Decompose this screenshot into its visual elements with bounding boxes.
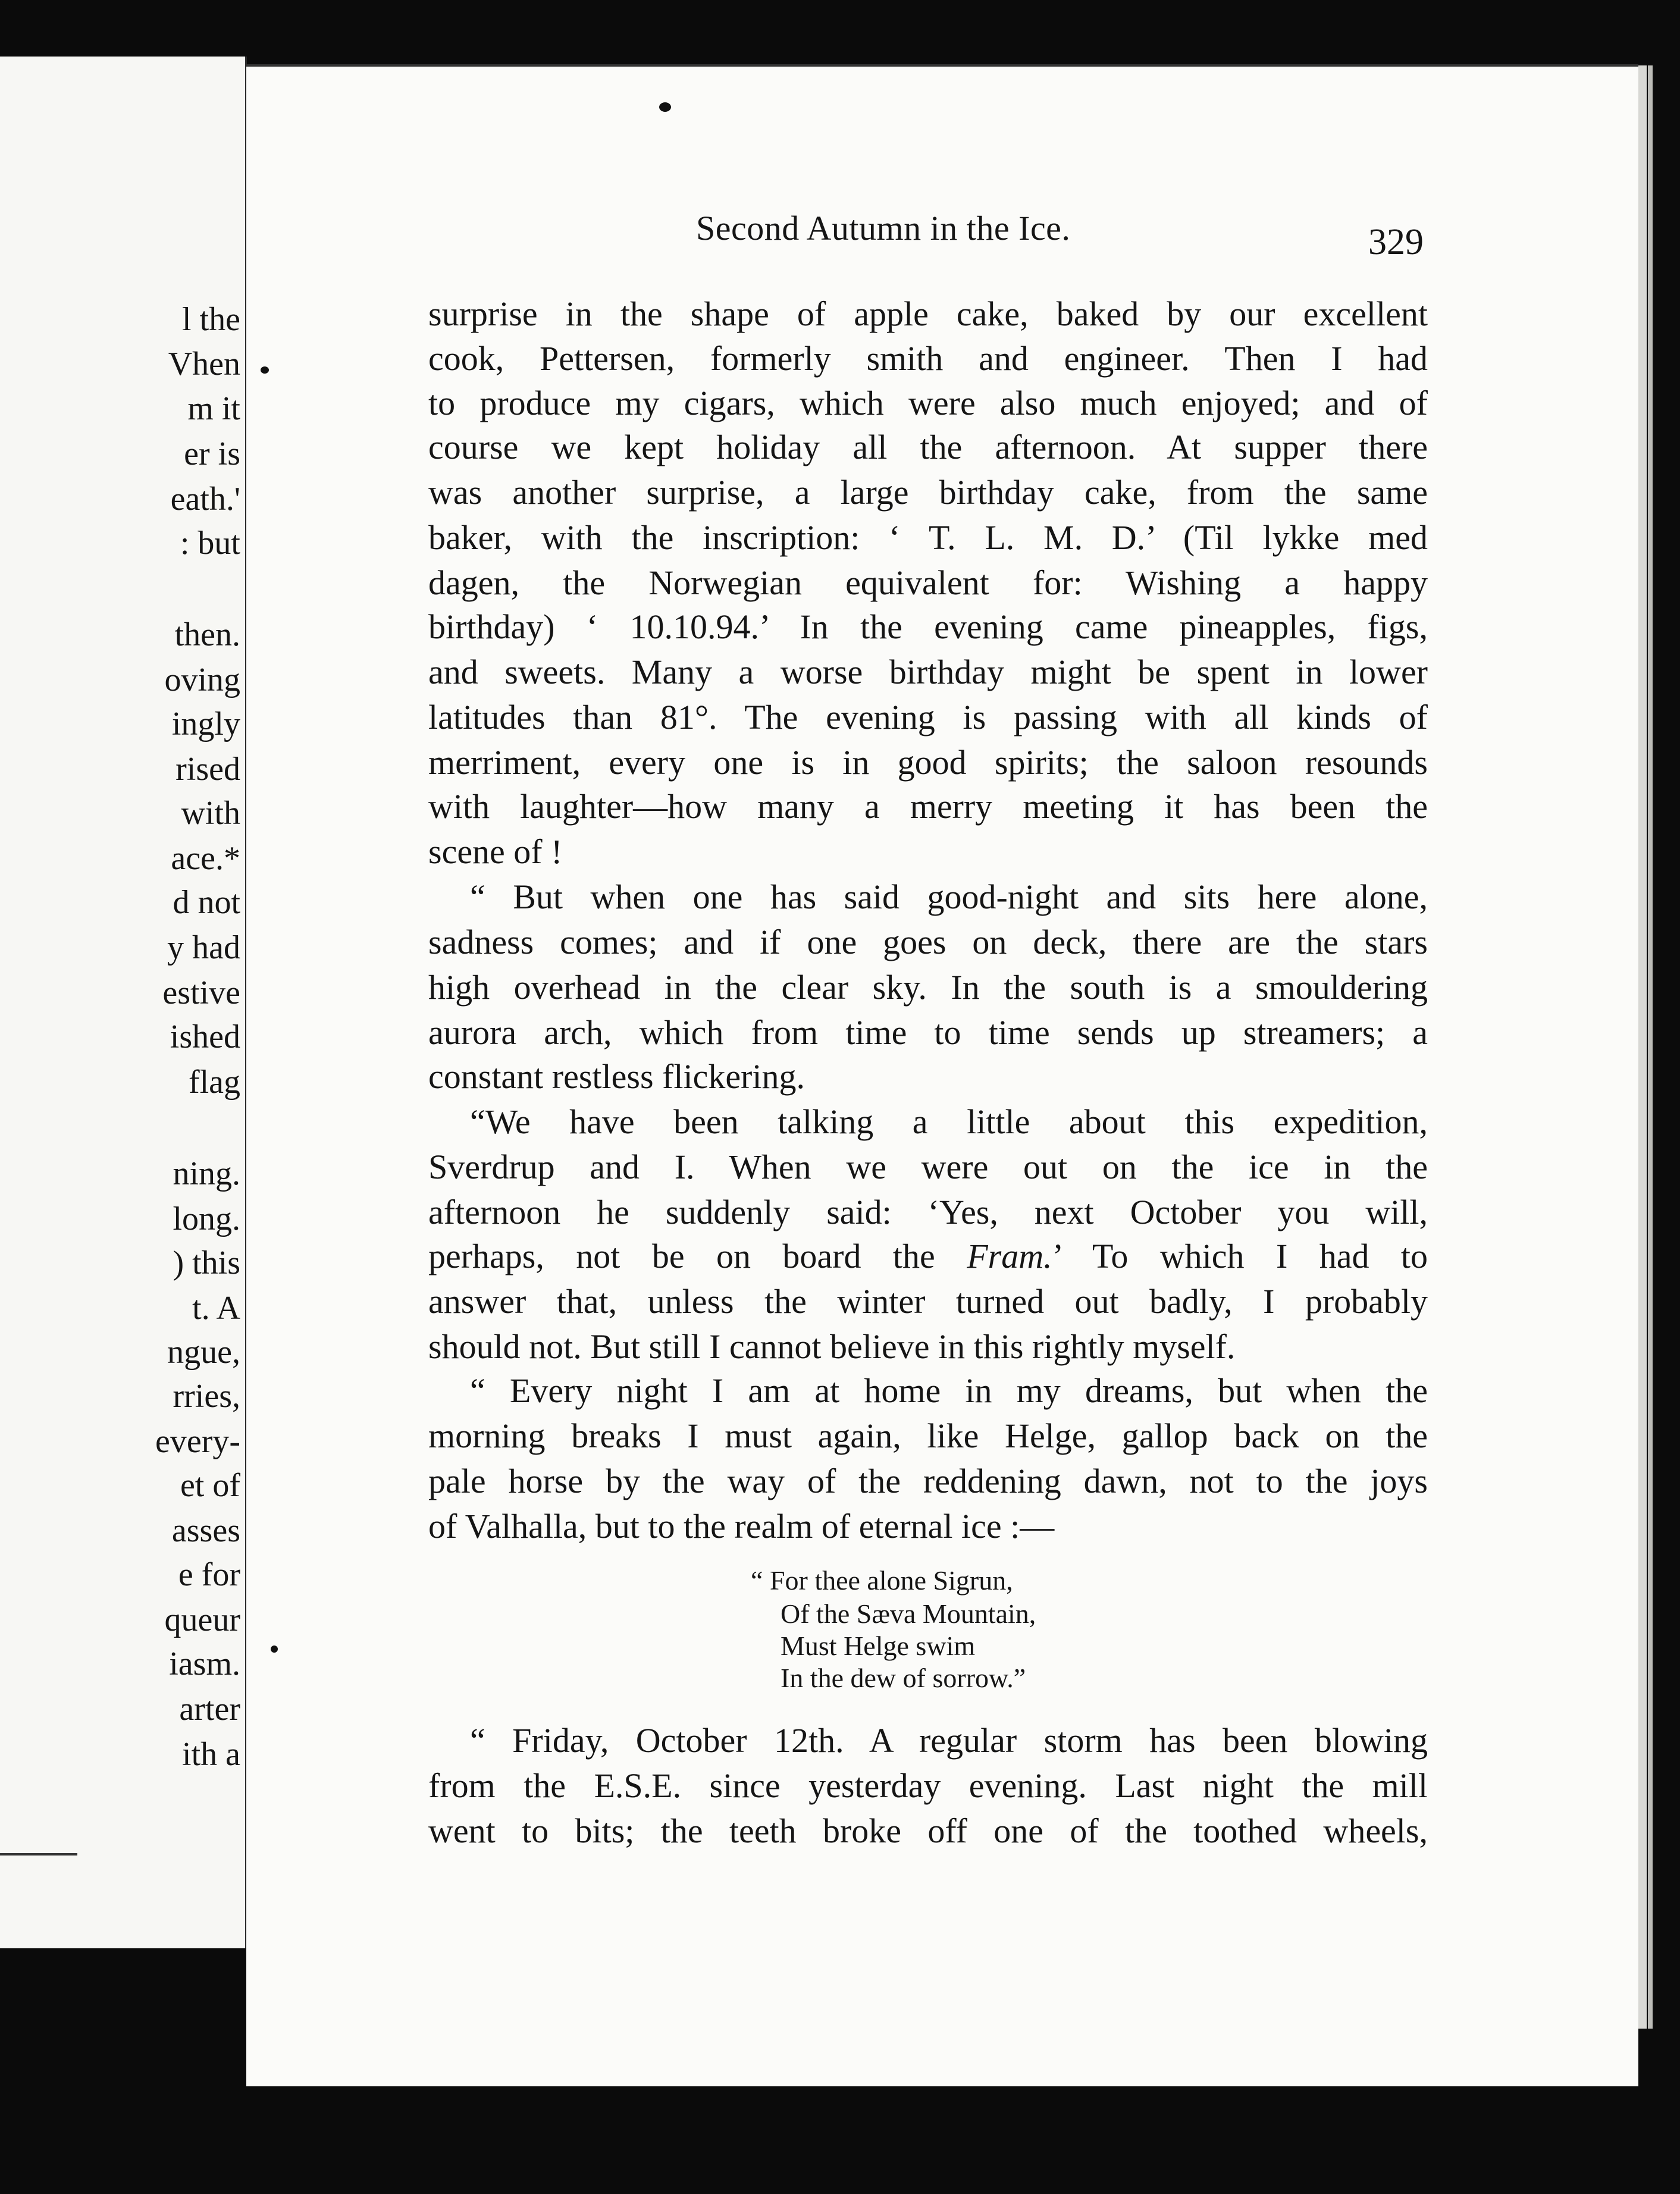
left-page-line: queur xyxy=(164,1601,240,1638)
left-page-line: Vhen xyxy=(168,346,240,383)
left-page-line: oving xyxy=(164,662,240,698)
left-page-line: ning. xyxy=(173,1155,240,1192)
ship-name: Fram. xyxy=(967,1237,1052,1275)
body-line: of Valhalla, but to the realm of eternal ice :— xyxy=(428,1507,1055,1546)
body-line: cook, Pettersen, formerly smith and engineer. Then I had xyxy=(428,339,1428,378)
left-page-line: ished xyxy=(170,1018,240,1055)
body-line: scene of ! xyxy=(428,832,563,871)
left-page-line: rised xyxy=(175,751,240,788)
left-page-line: ngue, xyxy=(167,1334,240,1371)
left-page-line: then. xyxy=(174,616,240,653)
left-page-line: m it xyxy=(187,390,240,427)
left-page-line: ingly xyxy=(171,706,240,742)
body-line: and sweets. Many a worse birthday might be spent in lower xyxy=(428,653,1428,691)
left-page-line: long. xyxy=(173,1201,240,1237)
left-page-line: estive xyxy=(162,974,240,1011)
body-line: high overhead in the clear sky. In the south is a smouldering xyxy=(428,968,1428,1007)
left-page-line: ) this xyxy=(173,1245,240,1281)
verse-line: “ For thee alone Sigrun, xyxy=(751,1565,1013,1596)
left-page-line: : but xyxy=(180,525,240,562)
left-page-line: eath.' xyxy=(170,481,240,518)
running-header: Second Autumn in the Ice. xyxy=(696,209,1071,247)
left-page-line: iasm. xyxy=(169,1646,240,1682)
left-page-line: t. A xyxy=(192,1290,240,1327)
left-page-line: rries, xyxy=(173,1378,240,1415)
left-page-line: l the xyxy=(182,301,240,338)
body-line: morning breaks I must again, like Helge, gallop back on the xyxy=(428,1416,1428,1455)
body-line: “We have been talking a little about this expedition, xyxy=(470,1102,1428,1141)
body-line: dagen, the Norwegian equivalent for: Wishing a happy xyxy=(428,563,1428,602)
body-line: with laughter—how many a merry meeting it has been the xyxy=(428,787,1428,826)
body-line: birthday) ‘ 10.10.94.’ In the evening came pineapples, figs, xyxy=(428,607,1428,646)
body-line: course we kept holiday all the afternoon. At supper there xyxy=(428,428,1428,466)
page-edge xyxy=(1638,65,1647,2029)
left-page-line: y had xyxy=(167,929,240,966)
left-page-line: arter xyxy=(179,1691,240,1728)
left-page-line: with xyxy=(181,795,240,832)
body-line: should not. But still I cannot believe in this rightly myself. xyxy=(428,1327,1236,1366)
body-line: merriment, every one is in good spirits; the saloon resounds xyxy=(428,743,1428,782)
body-line: latitudes than 81°. The evening is passing with all kinds of xyxy=(428,698,1428,736)
body-line: baker, with the inscription: ‘ T. L. M. D.’ (Til lykke med xyxy=(428,518,1428,557)
body-line: perhaps, not be on board the Fram.’ To which I had to xyxy=(428,1237,1428,1275)
body-line: from the E.S.E. since yesterday evening. Last night the mill xyxy=(428,1766,1428,1805)
left-page-line: e for xyxy=(178,1556,240,1593)
ink-blot xyxy=(271,1646,278,1653)
body-line: to produce my cigars, which were also much enjoyed; and of xyxy=(428,384,1428,422)
body-line: was another surprise, a large birthday cake, from the same xyxy=(428,473,1428,512)
page-number: 329 xyxy=(1368,222,1424,262)
body-line: constant restless flickering. xyxy=(428,1057,805,1096)
left-page-line: every- xyxy=(155,1423,240,1460)
body-line: answer that, unless the winter turned out badly, I probably xyxy=(428,1282,1428,1321)
ink-blot xyxy=(261,366,269,374)
ink-blot xyxy=(659,102,671,112)
verse-line: Of the Sæva Mountain, xyxy=(781,1599,1036,1629)
body-line: surprise in the shape of apple cake, baked by our excellent xyxy=(428,294,1428,333)
body-line: afternoon he suddenly said: ‘Yes, next October you will, xyxy=(428,1193,1428,1231)
body-line: sadness comes; and if one goes on deck, there are the stars xyxy=(428,923,1428,961)
verse-line: In the dew of sorrow.” xyxy=(781,1663,1026,1693)
body-line: aurora arch, which from time to time sends up streamers; a xyxy=(428,1013,1428,1052)
body-line: “ Friday, October 12th. A regular storm has been blowing xyxy=(470,1721,1428,1760)
left-page-line: d not xyxy=(173,884,240,921)
left-page-line: et of xyxy=(180,1467,240,1504)
left-page-line: er is xyxy=(184,435,240,472)
body-line: “ Every night I am at home in my dreams, but when the xyxy=(470,1371,1428,1410)
left-page-line: asses xyxy=(171,1512,240,1549)
body-line: went to bits; the teeth broke off one of the toothed wheels, xyxy=(428,1811,1428,1850)
page-edge xyxy=(1648,65,1653,2029)
left-page-line: flag xyxy=(188,1064,240,1101)
body-line: pale horse by the way of the reddening dawn, not to the joys xyxy=(428,1462,1428,1500)
left-page-line: ith a xyxy=(182,1736,240,1773)
left-page-line: ace.* xyxy=(171,840,240,877)
body-line: Sverdrup and I. When we were out on the ice in the xyxy=(428,1148,1428,1186)
left-page xyxy=(0,57,247,1948)
verse-line: Must Helge swim xyxy=(781,1631,976,1661)
body-line: “ But when one has said good-night and sits here alone, xyxy=(470,877,1428,916)
footnote-rule xyxy=(0,1853,77,1856)
